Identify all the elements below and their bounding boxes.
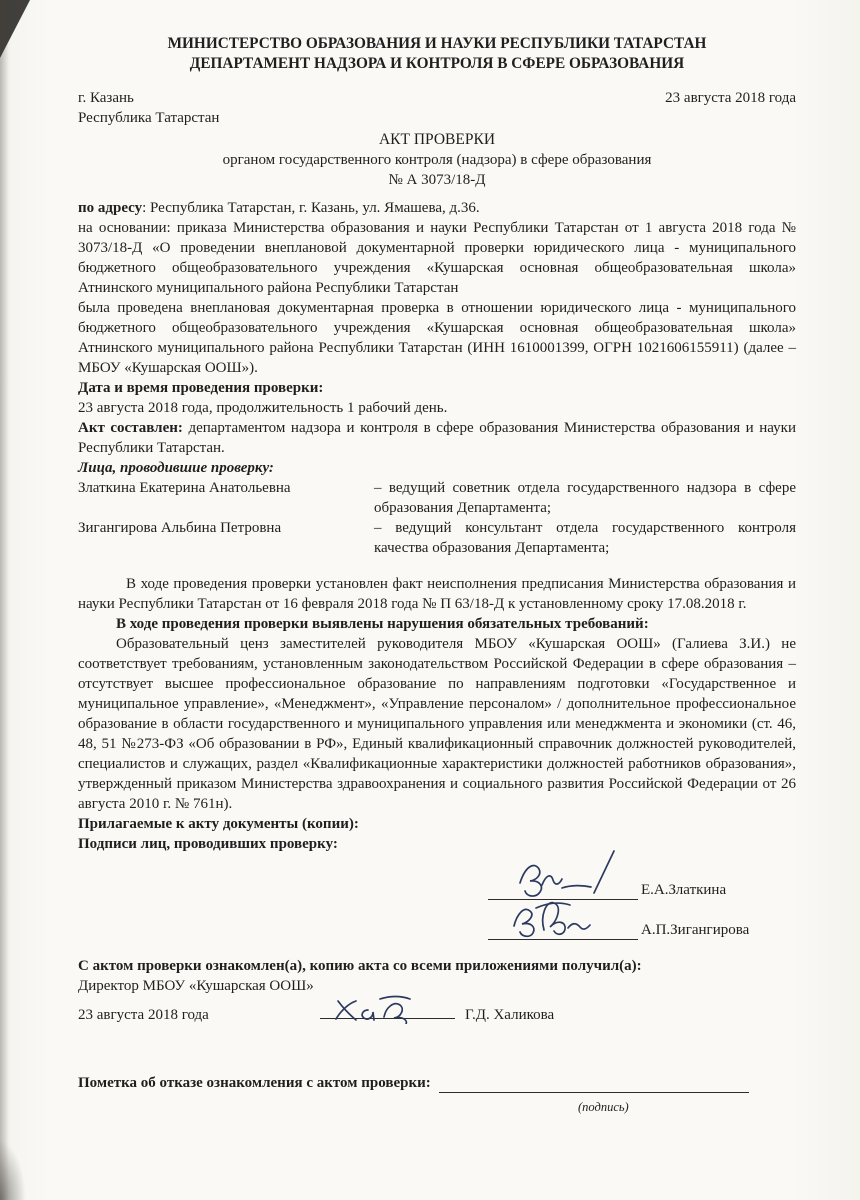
signature-line: [320, 1015, 455, 1019]
signature-caption: (подпись): [578, 1100, 629, 1114]
composed-text: департаментом надзора и контроля в сфере образования Министерства образования и науки Республики Татарстан.: [78, 420, 796, 456]
signatory-name: Е.А.Златкина: [641, 882, 727, 898]
inspector-name: Зигангирова Альбина Петровна: [78, 520, 282, 536]
ministry-header-line1: МИНИСТЕРСТВО ОБРАЗОВАНИЯ И НАУКИ РЕСПУБЛИКИ ТАТАРСТАН: [167, 35, 707, 52]
acknowledgment-signature-row: [78, 999, 796, 1025]
address-text: : Республика Татарстан, г. Казань, ул. Ямашева, д.36.: [142, 200, 480, 216]
document-body: [78, 198, 796, 854]
inspector-role: – ведущий советник отдела государственного надзора в сфере образования Департамента;: [374, 480, 796, 516]
datetime-text: 23 августа 2018 года, продолжительность 1 рабочий день.: [78, 400, 448, 416]
composed-paragraph: [78, 418, 796, 458]
address-paragraph: [78, 198, 796, 218]
scan-artifact-bottom-left: [0, 1140, 26, 1200]
signature-line: [488, 936, 638, 940]
composed-label: Акт составлен:: [78, 420, 183, 436]
attachments-heading: Прилагаемые к акту документы (копии):: [78, 816, 359, 832]
region-label: Республика Татарстан: [78, 110, 220, 126]
signature-row: [488, 858, 796, 900]
place-date-row: [78, 88, 796, 108]
violations-heading: В ходе проведения проверки выявлены нарушения обязательных требований:: [116, 616, 649, 632]
acknowledgment-signature: [320, 1005, 455, 1025]
inspector-row: [78, 478, 796, 518]
refusal-row: [78, 1073, 796, 1093]
refusal-label: Пометка об отказе ознакомления с актом проверки:: [78, 1075, 431, 1091]
signatory-name: А.П.Зигангирова: [641, 922, 750, 938]
inspector-role: – ведущий консультант отдела государственного контроля качества образования Департамента;: [374, 520, 796, 556]
acknowledgment-block: [78, 956, 796, 1025]
handwritten-signature-khalikova-icon: [326, 994, 426, 1024]
handwritten-signature-zigangirova-icon: [498, 894, 618, 938]
datetime-heading: Дата и время проведения проверки:: [78, 380, 324, 396]
handwritten-signature-zlatkina-icon: [502, 847, 632, 897]
acknowledgment-position: Директор МБОУ «Кушарская ООШ»: [78, 978, 314, 994]
conducted-paragraph: была проведена внеплановая документарная проверка в отношении юридического лица - муниципального бюджетного общеобразовательного учреждения «Кушарская основная общеобразовательная школа» Атнинского муниципального района Республики Татарстан (ИНН 1610001399, ОГРН 1021606155911) (далее – МБОУ «Кушарская ООШ»).: [78, 300, 796, 376]
signatures-heading: Подписи лиц, проводивших проверку:: [78, 836, 338, 852]
document-date: 23 августа 2018 года: [665, 90, 796, 106]
violations-paragraph: Образовательный ценз заместителей руководителя МБОУ «Кушарская ООШ» (Галиева З.И.) не соответствует требованиям, установленным законодательством Российской Федерации в сфере образования – отсутствует высшее профессиональное образование по направлениям подготовки «Государственное и муниципальное управление», «Менеджмент», «Управление персоналом» / дополнительное профессиональное образование в области государственного и муниципального управления или менеджмента и экономики (ст. 46, 48, 51 №273-ФЗ «Об образовании в РФ», Единый квалификационный справочник должностей руководителей, специалистов и служащих, раздел «Квалификационные характеристики должностей работников образования», утвержденный приказом Министерства здравоохранения и социального развития Российской Федерации от 26 августа 2010 г. № 761н).: [78, 636, 796, 812]
ministry-header-line2: ДЕПАРТАМЕНТ НАДЗОРА И КОНТРОЛЯ В СФЕРЕ ОБРАЗОВАНИЯ: [189, 55, 685, 72]
signatures-block: [488, 858, 796, 940]
signature-row: [488, 900, 796, 940]
document-title-block: [78, 130, 796, 190]
acknowledgment-signatory-name: Г.Д. Халикова: [465, 1007, 555, 1023]
acknowledgment-date: 23 августа 2018 года: [78, 1007, 209, 1023]
document-title: АКТ ПРОВЕРКИ: [378, 131, 496, 148]
document-number: № А 3073/18-Д: [388, 172, 486, 188]
city-label: г. Казань: [78, 90, 134, 106]
basis-paragraph: на основании: приказа Министерства образования и науки Республики Татарстан от 1 августа 2018 года № 3073/18-Д «О проведении внеплановой документарной проверки юридического лица - муниципального бюджетного общеобразовательного учреждения «Кушарская основная общеобразовательная школа» Атнинского муниципального района Республики Татарстан: [78, 220, 796, 296]
refusal-signature-line: [439, 1077, 749, 1093]
inspector-name: Златкина Екатерина Анатольевна: [78, 480, 291, 496]
inspectors-heading: Лица, проводившие проверку:: [78, 460, 274, 476]
acknowledgment-heading: С актом проверки ознакомлен(а), копию акта со всеми приложениями получил(а):: [78, 958, 642, 974]
address-label: по адресу: [78, 200, 143, 216]
refusal-note-block: [78, 1073, 796, 1117]
document-subtitle: органом государственного контроля (надзора) в сфере образования: [222, 152, 652, 168]
inspector-row: [78, 518, 796, 558]
finding-paragraph: В ходе проведения проверки установлен факт неисполнения предписания Министерства образования и науки Республики Татарстан от 16 февраля 2018 года № П 63/18-Д к установленному сроку 17.08.2018 г.: [78, 576, 796, 612]
